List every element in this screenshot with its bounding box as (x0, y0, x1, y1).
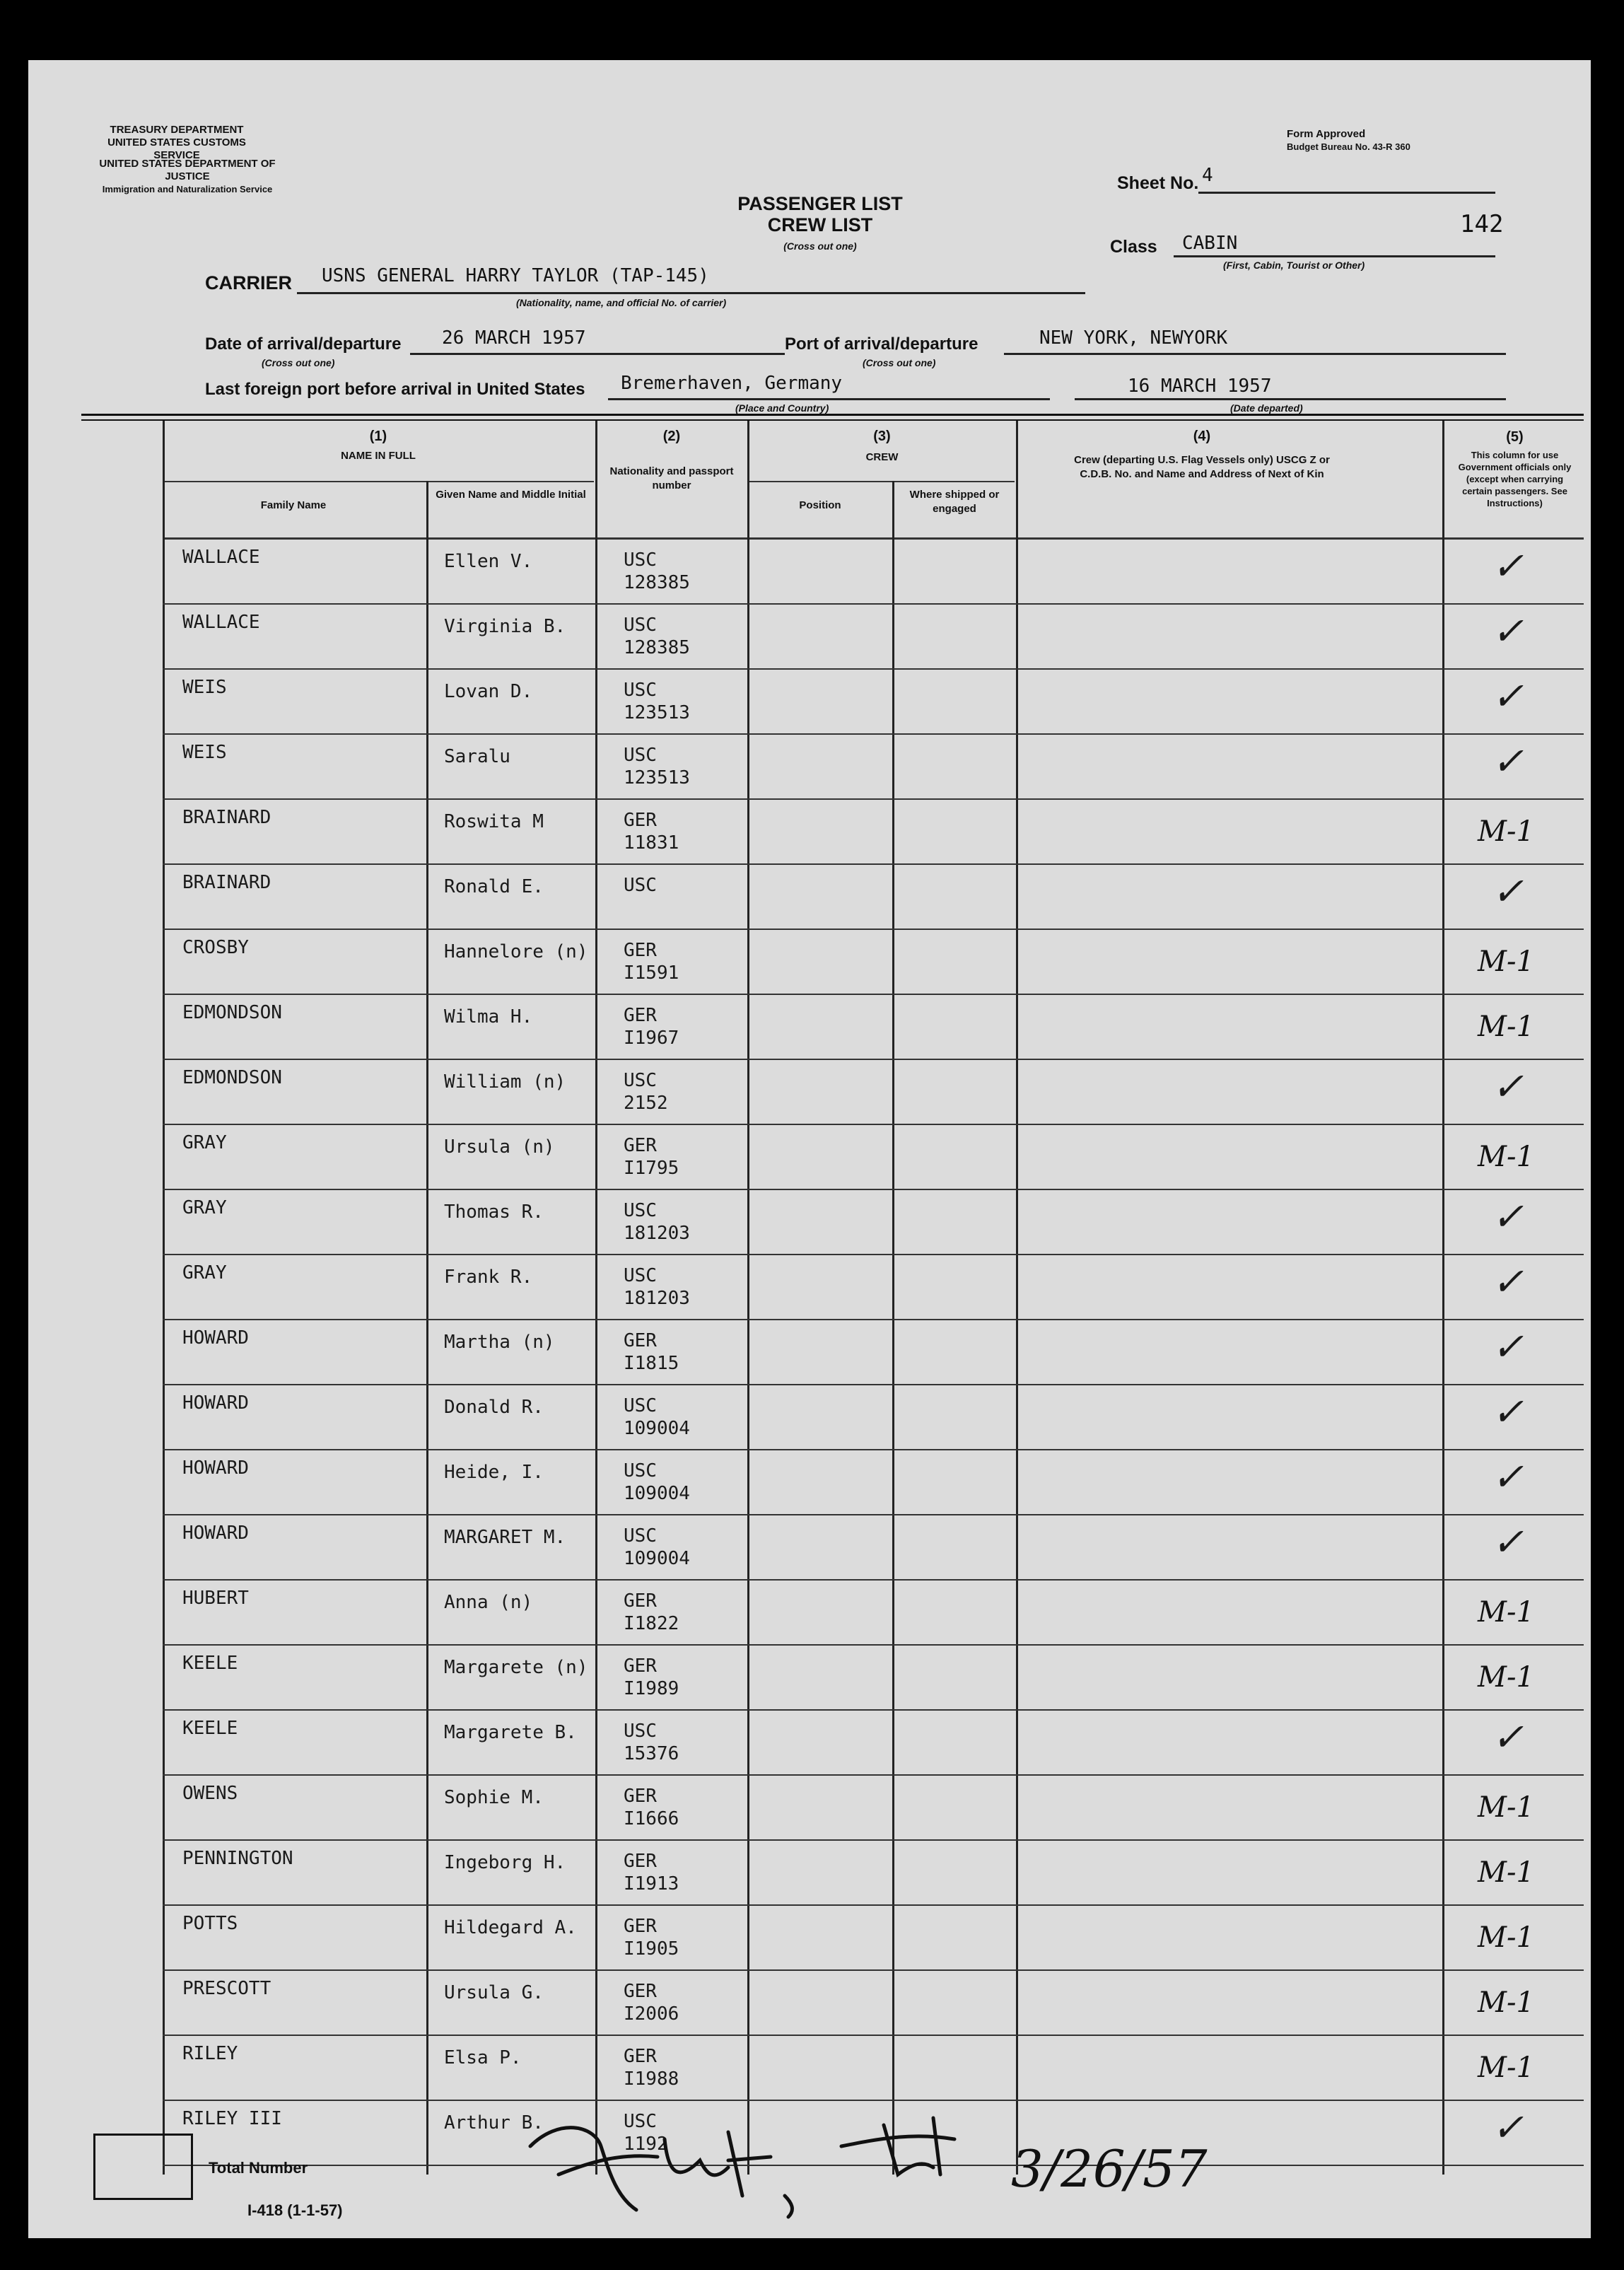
nationality: GER (624, 1330, 657, 1351)
class-value: CABIN (1182, 233, 1238, 254)
nationality: GER (624, 1655, 657, 1677)
family-name: WEIS (182, 677, 227, 698)
sheet-value: 4 (1202, 165, 1213, 186)
nationality: GER (624, 810, 657, 831)
given-name: Elsa P. (444, 2047, 522, 2068)
officials-mark: ✓ (1492, 1064, 1524, 1109)
passport-number: 123513 (624, 767, 690, 788)
class-label: Class (1110, 237, 1157, 257)
form-approved-text: Form Approved (1287, 128, 1366, 140)
carrier-underline (297, 292, 1085, 294)
nationality: USC (624, 745, 657, 766)
passport-number: I1967 (624, 1028, 679, 1049)
passport-number: 123513 (624, 702, 690, 723)
passport-number: 128385 (624, 637, 690, 658)
col3-shipped-header: Where shipped or engaged (909, 489, 1000, 515)
given-name: Ronald E. (444, 876, 544, 897)
officials-mark: M-1 (1478, 1986, 1534, 2019)
passport-number: I1815 (624, 1353, 679, 1374)
passport-number: 1192 (624, 2134, 668, 2155)
carrier-value: USNS GENERAL HARRY TAYLOR (TAP-145) (322, 265, 709, 286)
col4-header (1018, 429, 1386, 482)
sheet-label: Sheet No. (1117, 173, 1199, 193)
table-row (163, 1450, 1584, 1515)
table-row (163, 995, 1584, 1060)
passport-number: I2006 (624, 2003, 679, 2025)
given-name: Virginia B. (444, 616, 566, 637)
officials-mark: ✓ (1492, 674, 1524, 718)
agency-treasury (92, 124, 262, 162)
officials-mark: ✓ (1492, 1390, 1524, 1434)
date-underline (410, 353, 785, 355)
officials-mark: M-1 (1478, 1596, 1534, 1629)
passport-number: I1988 (624, 2068, 679, 2090)
nationality: USC (624, 1200, 657, 1221)
officials-mark: M-1 (1478, 815, 1534, 848)
signature-image (516, 2097, 1025, 2224)
given-name: Roswita M (444, 811, 544, 832)
table-row (163, 540, 1584, 605)
table-row (163, 1320, 1584, 1385)
passport-number: I1913 (624, 1873, 679, 1894)
table-row (163, 605, 1584, 670)
nationality: GER (624, 1005, 657, 1026)
nationality: USC (624, 1395, 657, 1416)
officials-mark: ✓ (1492, 1325, 1524, 1369)
col1-title: NAME IN FULL (341, 450, 416, 462)
class-underline (1174, 255, 1495, 257)
family-name: GRAY (182, 1132, 227, 1153)
top-rule (81, 414, 1584, 416)
agency-line: UNITED STATES CUSTOMS SERVICE (107, 136, 246, 161)
family-name: EDMONDSON (182, 1002, 282, 1023)
given-name: Ingeborg H. (444, 1852, 566, 1873)
table-row (163, 1971, 1584, 2036)
lastport-label: Last foreign port before arrival in United States (205, 380, 585, 399)
col3-position-header: Position (799, 499, 841, 511)
nationality: GER (624, 1916, 657, 1937)
col1-given-header: Given Name and Middle Initial (436, 489, 586, 501)
col3-header (749, 429, 1015, 465)
lastport-value: Bremerhaven, Germany (621, 373, 843, 394)
given-name: William (n) (444, 1071, 566, 1093)
officials-mark: ✓ (1492, 1455, 1524, 1499)
officials-mark: ✓ (1492, 544, 1524, 588)
form-title (665, 193, 976, 257)
table-row (163, 865, 1584, 930)
given-name: Donald R. (444, 1397, 544, 1418)
passport-number: 2152 (624, 1093, 668, 1114)
given-name: Hannelore (n) (444, 941, 588, 962)
officials-mark: M-1 (1478, 1141, 1534, 1173)
signature-date: 3/26/57 (1011, 2139, 1208, 2199)
family-name: HOWARD (182, 1327, 249, 1349)
officials-mark: ✓ (1492, 869, 1524, 914)
agency-line: TREASURY DEPARTMENT (110, 124, 244, 136)
col2-header (597, 429, 746, 493)
carrier-label: CARRIER (205, 272, 293, 293)
given-name: Margarete (n) (444, 1657, 588, 1678)
passport-number: 11831 (624, 832, 679, 854)
nationality: USC (624, 680, 657, 701)
family-name: CROSBY (182, 937, 249, 958)
officials-mark: ✓ (1492, 739, 1524, 784)
form-number: I-418 (1-1-57) (247, 2201, 343, 2219)
nationality: GER (624, 940, 657, 961)
col5-number: (5) (1506, 429, 1524, 445)
officials-mark: M-1 (1478, 2051, 1534, 2084)
port-value: NEW YORK, NEWYORK (1039, 327, 1228, 349)
given-name: MARGARET M. (444, 1527, 566, 1548)
family-name: BRAINARD (182, 872, 271, 893)
passport-number: 109004 (624, 1548, 690, 1569)
title-passenger-list: PASSENGER LIST (737, 193, 903, 214)
table-row (163, 1515, 1584, 1581)
col2-number: (2) (662, 429, 681, 444)
given-name: Martha (n) (444, 1332, 555, 1353)
given-name: Arthur B. (444, 2112, 544, 2134)
nationality: GER (624, 1590, 657, 1612)
nationality: USC (624, 2111, 657, 2132)
passport-number: 128385 (624, 572, 690, 593)
table-row (163, 1060, 1584, 1125)
passport-number: I1822 (624, 1613, 679, 1634)
nationality: USC (624, 875, 657, 896)
officials-mark: ✓ (1492, 609, 1524, 653)
passport-number: 109004 (624, 1483, 690, 1504)
family-name: KEELE (182, 1653, 238, 1674)
col5-header (1446, 429, 1584, 509)
nationality: GER (624, 1981, 657, 2002)
col3-title: CREW (865, 451, 899, 463)
family-name: HOWARD (182, 1392, 249, 1414)
col1-family-header: Family Name (260, 499, 327, 511)
col4-title: Crew (departing U.S. Flag Vessels only) USCG Z or C.D.B. No. and Name and Address of Next of Kin (1074, 454, 1330, 480)
officials-mark: M-1 (1478, 1921, 1534, 1954)
date-value: 26 MARCH 1957 (442, 327, 586, 349)
form-approved (1287, 128, 1410, 153)
col1-number: (1) (369, 429, 387, 444)
table-row (163, 735, 1584, 800)
hdr-line-col3 (749, 481, 1015, 482)
passenger-table (163, 421, 1584, 2175)
passport-number: 15376 (624, 1743, 679, 1764)
officials-mark: ✓ (1492, 1194, 1524, 1239)
date-caption: (Cross out one) (262, 357, 335, 368)
passport-number: 181203 (624, 1288, 690, 1309)
table-row (163, 1776, 1584, 1841)
document-sheet (28, 60, 1591, 2238)
family-name: WALLACE (182, 612, 260, 633)
departed-value: 16 MARCH 1957 (1128, 376, 1272, 397)
family-name: RILEY (182, 2043, 238, 2064)
class-caption: (First, Cabin, Tourist or Other) (1223, 260, 1365, 271)
nationality: USC (624, 615, 657, 636)
family-name: POTTS (182, 1913, 238, 1934)
given-name: Sophie M. (444, 1787, 544, 1808)
family-name: HUBERT (182, 1588, 249, 1609)
passport-number: I1905 (624, 1938, 679, 1960)
nationality: USC (624, 1070, 657, 1091)
given-name: Anna (n) (444, 1592, 533, 1613)
family-name: PENNINGTON (182, 1848, 293, 1869)
lastport-underline (608, 398, 1050, 400)
table-row (163, 1841, 1584, 1906)
table-row (163, 1646, 1584, 1711)
nationality: GER (624, 2046, 657, 2067)
table-row (163, 1385, 1584, 1450)
agency-line: Immigration and Naturalization Service (102, 184, 273, 194)
table-row (163, 2036, 1584, 2101)
family-name: GRAY (182, 1262, 227, 1284)
title-crew-list: CREW LIST (767, 214, 873, 235)
carrier-caption: (Nationality, name, and official No. of carrier) (516, 297, 727, 308)
officials-mark: ✓ (1492, 1715, 1524, 1759)
officials-mark: M-1 (1478, 1856, 1534, 1889)
table-row (163, 1190, 1584, 1255)
officials-mark: M-1 (1478, 1011, 1534, 1043)
family-name: BRAINARD (182, 807, 271, 828)
col4-number: (4) (1193, 429, 1211, 444)
table-row (163, 800, 1584, 865)
officials-mark: M-1 (1478, 1791, 1534, 1824)
title-caption: (Cross out one) (783, 240, 857, 252)
given-name: Ursula (n) (444, 1136, 555, 1158)
officials-mark: M-1 (1478, 945, 1534, 978)
port-caption: (Cross out one) (863, 357, 936, 368)
passport-number: I1591 (624, 962, 679, 984)
table-row (163, 1581, 1584, 1646)
nationality: GER (624, 1135, 657, 1156)
family-name: KEELE (182, 1718, 238, 1739)
port-label: Port of arrival/departure (785, 334, 979, 354)
nationality: USC (624, 1525, 657, 1547)
departed-caption: (Date departed) (1230, 402, 1303, 414)
col3-number: (3) (873, 429, 891, 444)
nationality: USC (624, 1265, 657, 1286)
given-name: Margarete B. (444, 1722, 577, 1743)
nationality: GER (624, 1851, 657, 1872)
given-name: Thomas R. (444, 1201, 544, 1223)
port-underline (1004, 353, 1506, 355)
total-label: Total Number (209, 2159, 308, 2177)
passport-number: 181203 (624, 1223, 690, 1244)
table-row (163, 1255, 1584, 1320)
nationality: USC (624, 1460, 657, 1482)
given-name: Frank R. (444, 1267, 533, 1288)
family-name: OWENS (182, 1783, 238, 1804)
nationality: GER (624, 1786, 657, 1807)
family-name: PRESCOTT (182, 1978, 271, 1999)
table-row (163, 1906, 1584, 1971)
family-name: WEIS (182, 742, 227, 763)
family-name: HOWARD (182, 1457, 249, 1479)
passport-number: I1795 (624, 1158, 679, 1179)
page-number: 142 (1460, 210, 1504, 238)
given-name: Lovan D. (444, 681, 533, 702)
given-name: Ursula G. (444, 1982, 544, 2003)
family-name: HOWARD (182, 1523, 249, 1544)
table-row (163, 930, 1584, 995)
officials-mark: ✓ (1492, 2105, 1524, 2150)
given-name: Wilma H. (444, 1006, 533, 1028)
agency-line: UNITED STATES DEPARTMENT OF JUSTICE (99, 158, 276, 182)
family-name: EDMONDSON (182, 1067, 282, 1088)
date-label: Date of arrival/departure (205, 334, 402, 354)
col1-header (163, 429, 594, 463)
nationality: USC (624, 1721, 657, 1742)
agency-justice (95, 158, 279, 196)
passport-number: 109004 (624, 1418, 690, 1439)
col5-title: This column for use Government officials only (except when carrying certain passengers. See Instructions) (1458, 450, 1572, 508)
nationality: USC (624, 549, 657, 571)
departed-underline (1075, 398, 1506, 400)
officials-mark: ✓ (1492, 1520, 1524, 1564)
passport-number: I1666 (624, 1808, 679, 1829)
table-row (163, 1125, 1584, 1190)
family-name: GRAY (182, 1197, 227, 1218)
family-name: WALLACE (182, 547, 260, 568)
table-row (163, 670, 1584, 735)
given-name: Ellen V. (444, 551, 533, 572)
hdr-line-col1 (163, 481, 594, 482)
total-box (93, 2134, 193, 2200)
col2-title: Nationality and passport number (609, 465, 734, 491)
table-row (163, 1711, 1584, 1776)
given-name: Saralu (444, 746, 510, 767)
officials-mark: ✓ (1492, 1259, 1524, 1304)
budget-bureau-text: Budget Bureau No. 43-R 360 (1287, 141, 1410, 152)
given-name: Heide, I. (444, 1462, 544, 1483)
sheet-underline (1198, 192, 1495, 194)
lastport-caption: (Place and Country) (735, 402, 829, 414)
passport-number: I1989 (624, 1678, 679, 1699)
family-name: RILEY III (182, 2108, 282, 2129)
given-name: Hildegard A. (444, 1917, 577, 1938)
officials-mark: M-1 (1478, 1661, 1534, 1694)
